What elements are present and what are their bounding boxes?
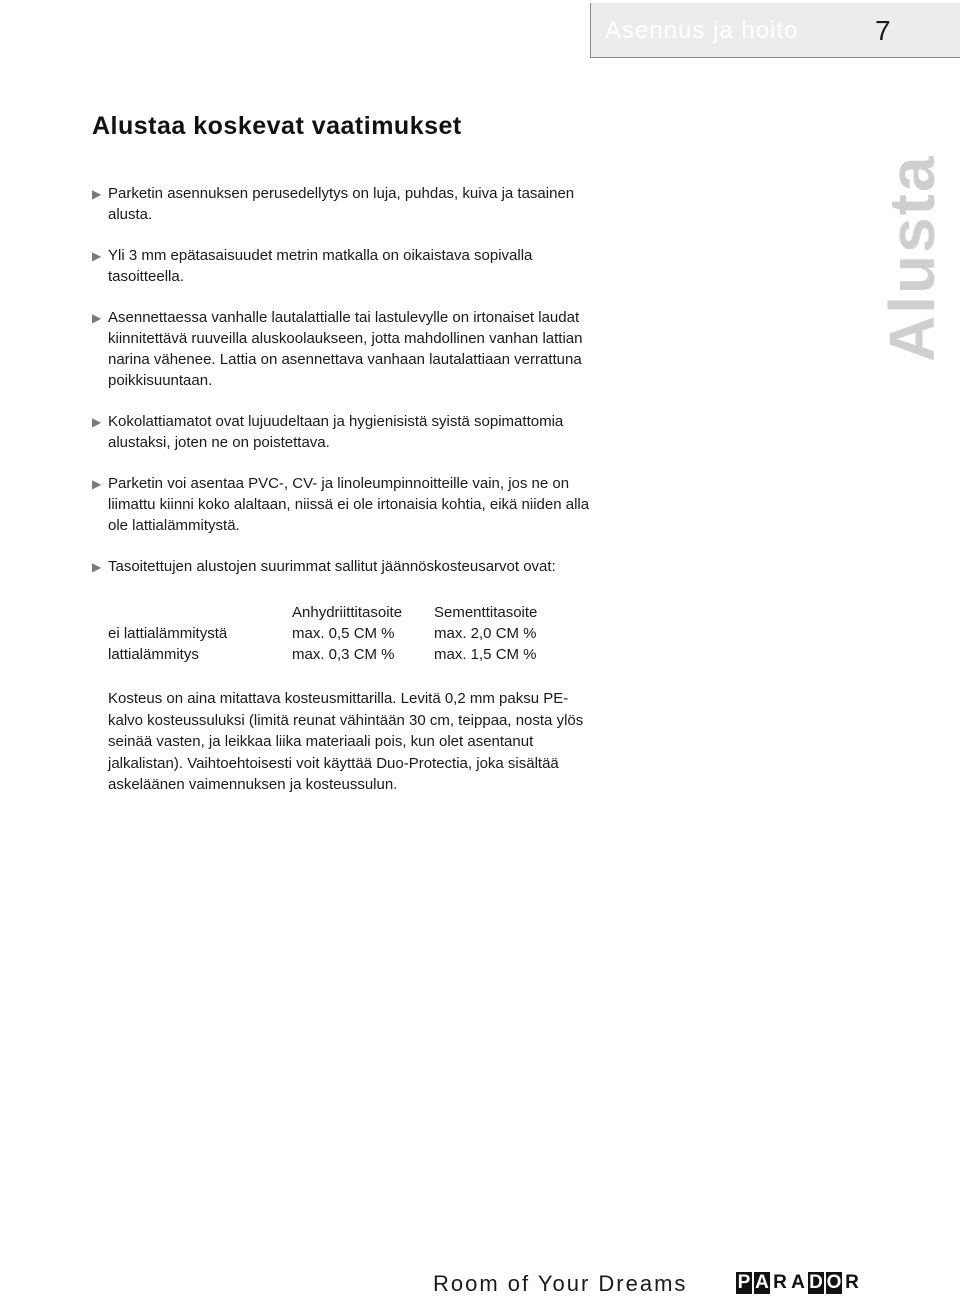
table-cell: max. 0,3 CM % xyxy=(292,646,395,663)
footer-slogan: Room of Your Dreams xyxy=(433,1271,688,1296)
triangle-arrow-icon: ▶ xyxy=(92,249,102,263)
list-item-text: Yli 3 mm epätasaisuudet metrin matkalla on oikaistava sopivalla tasoitteella. xyxy=(108,247,533,285)
list-item xyxy=(92,183,592,225)
list-item-text: Kokolattiamatot ovat lujuudeltaan ja hygienisistä syistä sopimattomia alustaksi, joten ne on poistettava. xyxy=(108,413,564,451)
logo-letter: O xyxy=(826,1272,842,1293)
list-item-text: Tasoitettujen alustojen suurimmat sallitut jäännöskosteusarvot ovat: xyxy=(108,558,556,575)
table-cell: lattialämmitys xyxy=(108,646,199,663)
parador-logo xyxy=(736,1272,862,1294)
triangle-arrow-icon: ▶ xyxy=(92,415,102,429)
table-header-cell: Sementtitasoite xyxy=(434,604,538,621)
triangle-arrow-icon: ▶ xyxy=(92,187,102,201)
logo-letter: D xyxy=(809,1272,823,1293)
moisture-note: Kosteus on aina mitattava kosteusmittarilla. Levitä 0,2 mm paksu PE-kalvo kosteussuluksi (limitä reunat vähintään 30 cm, teippaa, nosta ylös seinää vasten, ja leikkaa liika materiaali pois, kun olet asentanut jalkalistan). Vaihtoehtoisesti voit käyttää Duo-Protectia, joka sisältää askeläänen vaimennuksen ja kosteussulun. xyxy=(108,690,584,793)
table-cell: max. 1,5 CM % xyxy=(434,646,537,663)
table-cell: ei lattialämmitystä xyxy=(108,625,228,642)
triangle-arrow-icon: ▶ xyxy=(92,311,102,325)
list-item-text: Asennettaessa vanhalle lautalattialle tai lastulevylle on irtonaiset laudat kiinnitettävä ruuveilla aluskoolaukseen, jotta mahdollinen vanhan lattian narina vähenee. Lattia on asennettava vanhaan lautalattiaan verrattuna poikkisuuntaan. xyxy=(108,309,583,389)
list-item xyxy=(92,245,592,287)
requirements-list xyxy=(92,183,592,597)
triangle-arrow-icon: ▶ xyxy=(92,477,102,491)
table-header-cell: Anhydriittitasoite xyxy=(292,604,403,621)
list-item-text: Parketin voi asentaa PVC-, CV- ja linoleumpinnoitteille vain, jos ne on liimattu kiinni koko alaltaan, niissä ei ole irtonaisia kohtia, eikä niiden alla ole lattialämmitystä. xyxy=(108,475,590,534)
list-item-text: Parketin asennuksen perusedellytys on luja, puhdas, kuiva ja tasainen alusta. xyxy=(108,185,575,223)
table-row xyxy=(108,644,574,665)
logo-letter: P xyxy=(737,1272,751,1293)
logo-letter: A xyxy=(755,1272,769,1293)
table-header-row xyxy=(108,602,574,623)
logo-letter: A xyxy=(791,1272,805,1293)
list-item xyxy=(92,473,592,536)
page-title: Alustaa koskevat vaatimukset xyxy=(92,112,462,140)
page-number: 7 xyxy=(875,15,891,46)
list-item xyxy=(92,411,592,453)
list-item xyxy=(92,307,592,391)
triangle-arrow-icon: ▶ xyxy=(92,560,102,574)
section-title: Asennus ja hoito xyxy=(605,17,799,44)
logo-letter: R xyxy=(773,1272,787,1293)
section-header xyxy=(590,3,960,58)
table-cell: max. 0,5 CM % xyxy=(292,625,395,642)
list-item xyxy=(92,556,592,577)
table-row xyxy=(108,623,574,644)
table-cell: max. 2,0 CM % xyxy=(434,625,537,642)
logo-letter: R xyxy=(845,1272,859,1293)
table-header-cell xyxy=(108,602,292,623)
side-section-label: Alusta xyxy=(876,154,948,362)
moisture-limits-table xyxy=(108,602,574,665)
